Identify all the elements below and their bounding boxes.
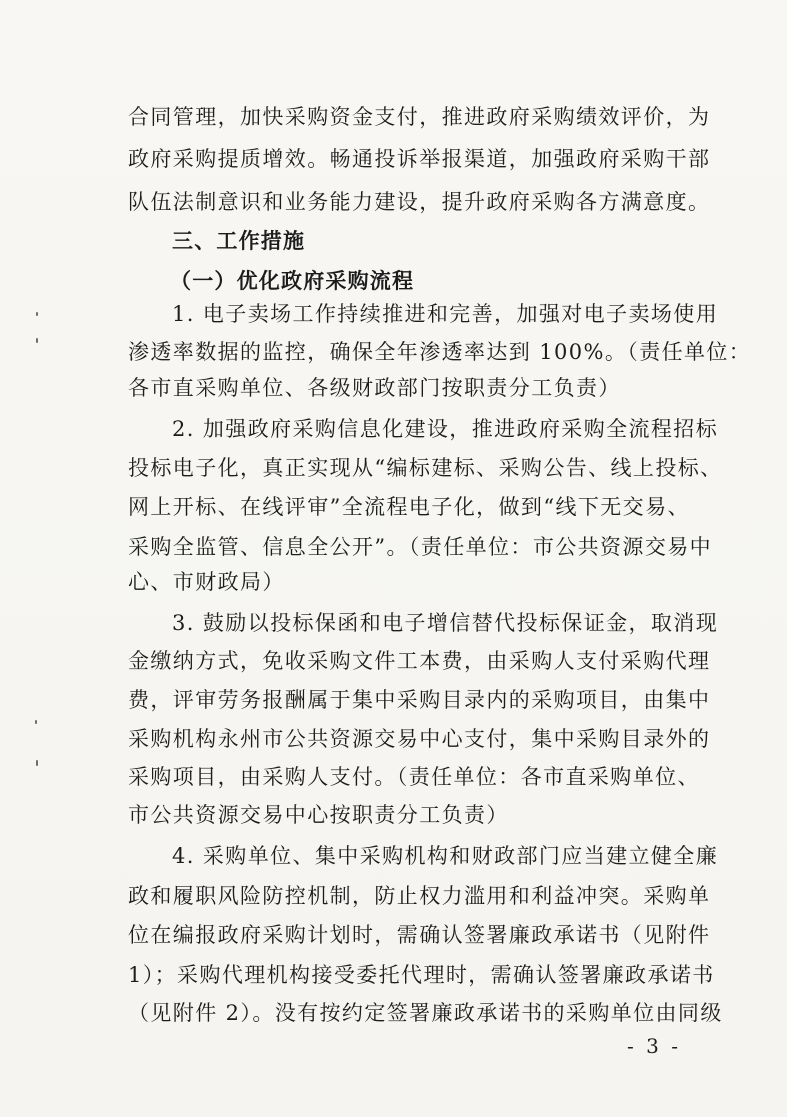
body-text-line: 位在编报政府采购计划时，需确认签署廉政承诺书（见附件 <box>128 923 711 947</box>
body-text-line: 合同管理，加快采购资金支付，推进政府采购绩效评价，为 <box>128 105 711 129</box>
subsection-heading: （一）优化政府采购流程 <box>170 269 415 293</box>
scan-speck <box>36 760 38 766</box>
body-text-line: 金缴纳方式，免收采购文件工本费，由采购人支付采购代理 <box>128 649 711 673</box>
body-text-line: 4. 采购单位、集中采购机构和财政部门应当建立健全廉 <box>172 844 719 868</box>
body-text-line: 各市直采购单位、各级财政部门按职责分工负责） <box>128 376 621 400</box>
scan-speck <box>36 338 38 343</box>
body-text-line: 采购机构永州市公共资源交易中心支付，集中采购目录外的 <box>128 727 711 751</box>
body-text-line: 渗透率数据的监控，确保全年渗透率达到 100%。（责任单位： <box>128 340 752 364</box>
page-number: - 3 - <box>627 1034 681 1058</box>
body-text-line: 1. 电子卖场工作持续推进和完善，加强对电子卖场使用 <box>172 302 719 326</box>
body-text-line: 网上开标、在线评审”全流程电子化，做到“线下无交易、 <box>128 495 690 519</box>
body-text-line: 政府采购提质增效。畅通投诉举报渠道，加强政府采购干部 <box>128 147 711 171</box>
body-text-line: 队伍法制意识和业务能力建设，提升政府采购各方满意度。 <box>128 190 711 214</box>
body-text-line: 市公共资源交易中心按职责分工负责） <box>128 803 509 827</box>
scan-speck <box>36 312 38 316</box>
body-text-line: 2. 加强政府采购信息化建设，推进政府采购全流程招标 <box>172 417 719 441</box>
body-text-line: 1）；采购代理机构接受委托代理时，需确认签署廉政承诺书 <box>128 963 715 987</box>
body-text-line: 费，评审劳务报酬属于集中采购目录内的采购项目，由集中 <box>128 688 711 712</box>
body-text-line: 政和履职风险防控机制，防止权力滥用和利益冲突。采购单 <box>128 884 711 908</box>
body-text-line: （见附件 2）。没有按约定签署廉政承诺书的采购单位由同级 <box>128 1001 723 1025</box>
body-text-line: 3. 鼓励以投标保函和电子增信替代投标保证金，取消现 <box>172 611 719 635</box>
body-text-line: 采购全监管、信息全公开”。（责任单位：市公共资源交易中 <box>128 535 713 559</box>
body-text-line: 心、市财政局） <box>128 570 285 594</box>
body-text-line: 采购项目，由采购人支付。（责任单位：各市直采购单位、 <box>128 765 700 789</box>
scan-speck <box>35 720 37 724</box>
section-heading: 三、工作措施 <box>172 229 306 253</box>
body-text-line: 投标电子化，真正实现从“编标建标、采购公告、线上投标、 <box>128 456 723 480</box>
